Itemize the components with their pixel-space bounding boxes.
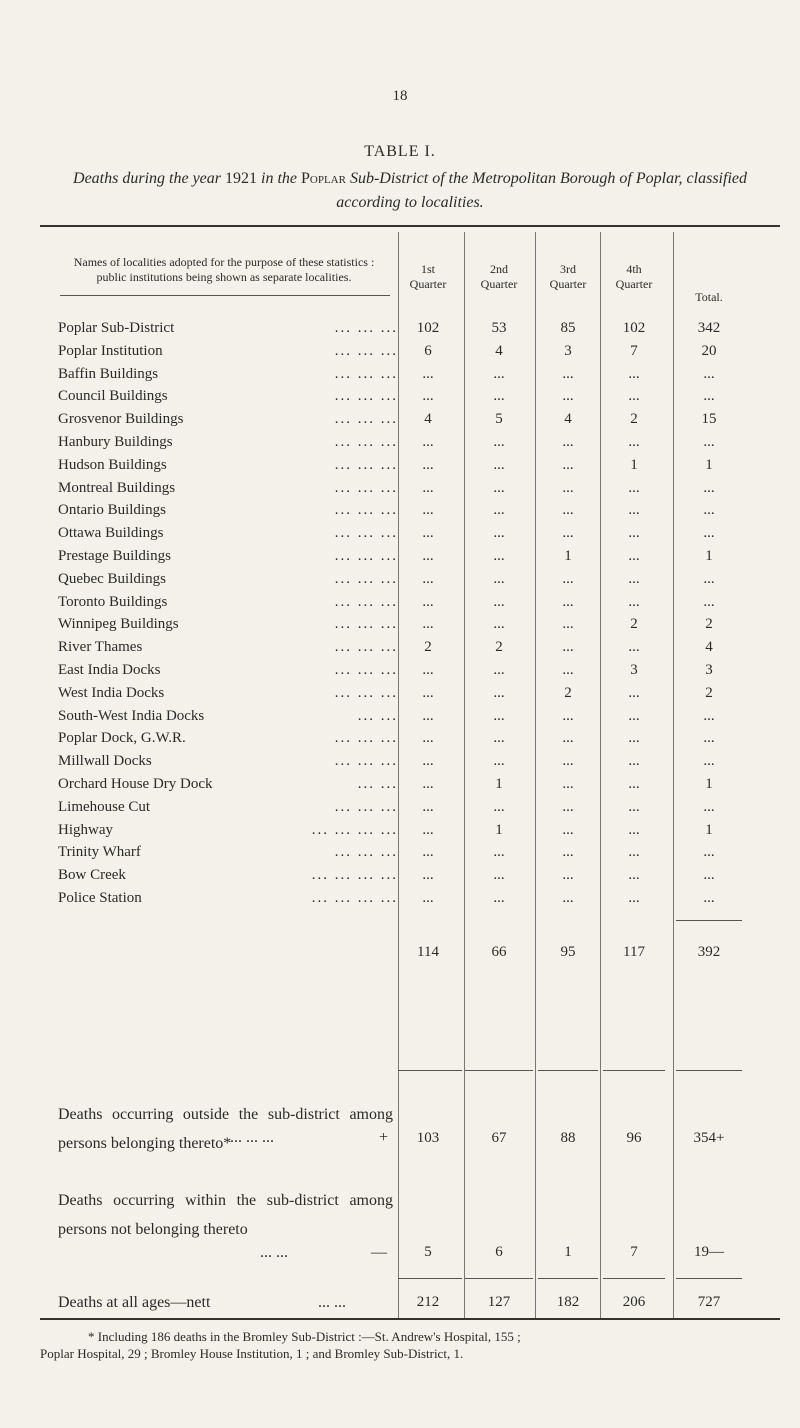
cell-q1: ... (422, 753, 434, 770)
caption-mid: in the (257, 170, 301, 187)
column-header-q2: 2nd Quarter (480, 262, 518, 291)
column-header-q1: 1st Quarter (409, 262, 447, 291)
locality-name: Grosvenor Buildings (58, 411, 184, 428)
cell-q3: ... (562, 502, 574, 519)
leader-dots: ... ... ... (334, 616, 398, 633)
cell-q4: 2 (630, 411, 638, 428)
table-row (0, 708, 800, 731)
locality-name: Trinity Wharf (58, 844, 141, 861)
cell-q1: ... (422, 525, 434, 542)
table-row (0, 388, 800, 411)
leader-dots: ... ... ... (334, 844, 398, 861)
locality-name: West India Docks (58, 684, 165, 701)
leader-dots: ... ... ... (334, 388, 398, 405)
leader-dots: ... ... ... (334, 684, 398, 701)
sum-line (538, 1070, 598, 1071)
sum-line (676, 1278, 742, 1279)
subtotal-q4: 117 (623, 944, 645, 960)
table-row (0, 366, 800, 389)
locality-name: Millwall Docks (58, 753, 152, 770)
locality-name: Winnipeg Buildings (58, 616, 179, 633)
cell-total: 20 (701, 342, 717, 359)
locality-name: Police Station (58, 890, 142, 906)
cell-q4: ... (628, 525, 640, 542)
caption-pre: Deaths during the year (73, 170, 225, 187)
cell-q2: 4 (495, 342, 503, 359)
locality-name: River Thames (58, 639, 143, 656)
sum-line (465, 1278, 533, 1279)
cell-q2: ... (493, 479, 505, 496)
cell-q2: 2 (495, 639, 503, 656)
caption-post: Sub-District of the Metropolitan Borough of Poplar, classified according to localities. (336, 170, 747, 211)
leader-dots: ... ... (357, 707, 398, 724)
cell-q2: ... (493, 616, 505, 633)
cell-q4: 1 (630, 456, 638, 473)
within-q2: 6 (495, 1244, 503, 1260)
table-bottom-rule (40, 1318, 780, 1320)
cell-q3: ... (562, 639, 574, 656)
table-row (0, 411, 800, 434)
cell-q4: 2 (630, 616, 638, 633)
nett-q2: 127 (487, 1294, 511, 1310)
locality-name: Toronto Buildings (58, 593, 168, 610)
nett-dots: ... ... (318, 1294, 346, 1311)
cell-q1: ... (422, 730, 434, 747)
cell-q4: ... (628, 502, 640, 519)
cell-total: 342 (697, 320, 721, 336)
cell-q4: ... (628, 479, 640, 496)
cell-q2: ... (493, 434, 505, 450)
table-title: TABLE I. (364, 143, 436, 160)
cell-q4: ... (628, 570, 640, 587)
outside-q2: 67 (491, 1130, 507, 1146)
sum-line (398, 1070, 462, 1071)
table-row (0, 685, 800, 708)
cell-q3: ... (562, 798, 574, 815)
sum-line (676, 920, 742, 921)
outside-deaths-text: Deaths occurring outside the sub-district among persons belonging thereto* (58, 1106, 393, 1152)
cell-total: ... (703, 570, 715, 587)
locality-name: Hudson Buildings (58, 456, 167, 473)
cell-q2: 1 (495, 776, 503, 792)
leader-dots: ... ... ... (334, 525, 398, 542)
cell-q4: ... (628, 730, 640, 747)
table-row (0, 594, 800, 617)
localities-header-underline (60, 295, 390, 296)
cell-q4: ... (628, 890, 640, 906)
locality-name: Hanbury Buildings (58, 434, 173, 450)
cell-q4: ... (628, 593, 640, 610)
cell-total: ... (703, 365, 715, 382)
table-row (0, 822, 800, 845)
cell-q2: ... (493, 570, 505, 587)
cell-q1: ... (422, 593, 434, 610)
footnote (40, 1328, 780, 1362)
sum-line (603, 1278, 665, 1279)
cell-q3: ... (562, 662, 574, 678)
locality-name: Poplar Institution (58, 342, 163, 359)
table-row (0, 502, 800, 525)
cell-q3: ... (562, 365, 574, 382)
table-row (0, 890, 800, 913)
cell-total: 4 (705, 639, 713, 656)
table-row (0, 616, 800, 639)
cell-q2: ... (493, 867, 505, 884)
leader-dots: ... ... ... (334, 502, 398, 519)
leader-dots: ... ... ... ... (311, 867, 398, 884)
column-header-total: Total. (695, 290, 723, 304)
cell-q2: ... (493, 456, 505, 473)
cell-q4: 7 (630, 342, 638, 359)
table-row (0, 525, 800, 548)
cell-q4: ... (628, 753, 640, 770)
table-row (0, 480, 800, 503)
cell-q1: ... (422, 570, 434, 587)
caption-year: 1921 (225, 170, 257, 187)
table-row (0, 867, 800, 890)
table-row (0, 776, 800, 799)
cell-q2: ... (493, 365, 505, 382)
table-row (0, 434, 800, 457)
cell-q2: ... (493, 548, 505, 564)
cell-q2: ... (493, 730, 505, 747)
cell-q1: 6 (424, 342, 432, 359)
leader-dots: ... ... ... (334, 365, 398, 382)
table-row (0, 753, 800, 776)
sum-line (398, 1278, 462, 1279)
within-deaths-dots: ... ... (260, 1244, 288, 1261)
locality-name: Baffin Buildings (58, 365, 159, 382)
cell-q3: 4 (564, 411, 572, 428)
cell-q1: ... (422, 479, 434, 496)
outside-deaths-label (58, 1100, 393, 1158)
cell-q2: ... (493, 502, 505, 519)
cell-q3: 2 (564, 684, 572, 701)
table-row (0, 457, 800, 480)
cell-q1: ... (422, 548, 434, 564)
column-header-q4: 4th Quarter (615, 262, 653, 291)
cell-q3: 85 (560, 320, 576, 336)
cell-q4: 3 (630, 662, 638, 678)
cell-q4: ... (628, 388, 640, 405)
cell-q3: ... (562, 844, 574, 861)
nett-q1: 212 (416, 1294, 440, 1310)
footnote-line-2: Poplar Hospital, 29 ; Bromley House Institution, 1 ; and Bromley Sub-District, 1. (40, 1346, 464, 1361)
cell-q4: ... (628, 844, 640, 861)
cell-q2: ... (493, 890, 505, 906)
cell-q2: 5 (495, 411, 503, 428)
nett-q3: 182 (556, 1294, 580, 1310)
leader-dots: ... ... ... (334, 548, 398, 564)
locality-name: Ottawa Buildings (58, 525, 164, 542)
leader-dots: ... ... ... (334, 593, 398, 610)
table-top-rule (40, 225, 780, 227)
cell-q1: ... (422, 707, 434, 724)
cell-q1: ... (422, 776, 434, 792)
locality-name: Prestage Buildings (58, 548, 171, 564)
cell-q2: ... (493, 662, 505, 678)
table-row (0, 548, 800, 571)
page-number: 18 (392, 88, 408, 104)
cell-q1: ... (422, 434, 434, 450)
leader-dots: ... ... ... (334, 730, 398, 747)
locality-name: Poplar Dock, G.W.R. (58, 730, 186, 747)
leader-dots: ... ... ... (334, 570, 398, 587)
leader-dots: ... ... ... (334, 434, 398, 450)
table-row (0, 844, 800, 867)
table-row (0, 730, 800, 753)
locality-name: Limehouse Cut (58, 798, 151, 815)
locality-name: Highway (58, 821, 113, 838)
within-deaths-label (58, 1186, 393, 1244)
table-row (0, 343, 800, 366)
table-row (0, 799, 800, 822)
cell-q3: ... (562, 525, 574, 542)
cell-total: 3 (705, 662, 713, 678)
nett-q4: 206 (622, 1294, 646, 1310)
sum-line (603, 1070, 665, 1071)
cell-q1: ... (422, 365, 434, 382)
cell-q4: ... (628, 434, 640, 450)
cell-q4: ... (628, 684, 640, 701)
within-total: 19— (694, 1244, 724, 1260)
locality-name: Orchard House Dry Dock (58, 776, 213, 792)
leader-dots: ... ... ... (334, 320, 398, 336)
outside-q3: 88 (560, 1130, 576, 1146)
leader-dots: ... ... ... (334, 753, 398, 770)
cell-total: 1 (705, 456, 713, 473)
cell-q1: 4 (424, 411, 432, 428)
cell-q2: ... (493, 525, 505, 542)
sum-line (676, 1070, 742, 1071)
cell-total: ... (703, 753, 715, 770)
table-row (0, 320, 800, 343)
outside-q4: 96 (626, 1130, 642, 1146)
sum-line (538, 1278, 598, 1279)
within-q4: 7 (630, 1244, 638, 1260)
cell-total: ... (703, 502, 715, 519)
cell-q2: ... (493, 844, 505, 861)
cell-q4: ... (628, 798, 640, 815)
cell-total: ... (703, 890, 715, 906)
cell-q3: ... (562, 890, 574, 906)
cell-q3: ... (562, 388, 574, 405)
cell-q1: ... (422, 662, 434, 678)
within-q1: 5 (424, 1244, 432, 1260)
cell-q3: ... (562, 707, 574, 724)
cell-q2: ... (493, 684, 505, 701)
locality-name: Bow Creek (58, 867, 126, 884)
cell-total: ... (703, 525, 715, 542)
cell-q4: 102 (622, 320, 646, 336)
cell-q1: 2 (424, 639, 432, 656)
within-deaths-text: Deaths occurring within the sub-district among persons not belonging thereto (58, 1192, 393, 1238)
table-caption (40, 167, 780, 215)
leader-dots: ... ... ... (334, 662, 398, 678)
cell-q3: ... (562, 593, 574, 610)
cell-q4: ... (628, 707, 640, 724)
outside-deaths-dots: ... ... ... (230, 1129, 274, 1146)
cell-total: ... (703, 707, 715, 724)
leader-dots: ... ... ... (334, 342, 398, 359)
cell-q1: ... (422, 821, 434, 838)
cell-q3: ... (562, 776, 574, 792)
nett-total: 727 (697, 1294, 721, 1310)
leader-dots: ... ... ... ... (311, 821, 398, 838)
cell-q2: ... (493, 798, 505, 815)
cell-q1: ... (422, 388, 434, 405)
cell-q1: ... (422, 502, 434, 519)
cell-q1: ... (422, 616, 434, 633)
leader-dots: ... ... ... (334, 798, 398, 815)
locality-name: South-West India Docks (58, 707, 205, 724)
cell-q2: ... (493, 593, 505, 610)
locality-name: Ontario Buildings (58, 502, 166, 519)
footnote-line-1: * Including 186 deaths in the Bromley Sub-District :—St. Andrew's Hospital, 155 ; (88, 1329, 521, 1344)
cell-q2: ... (493, 753, 505, 770)
cell-q2: 53 (491, 320, 507, 336)
cell-q1: ... (422, 456, 434, 473)
cell-q1: ... (422, 890, 434, 906)
cell-q1: ... (422, 867, 434, 884)
cell-q4: ... (628, 867, 640, 884)
locality-name: Poplar Sub-District (58, 320, 175, 336)
subtotal-q1: 114 (417, 944, 439, 960)
column-header-q3: 3rd Quarter (549, 262, 587, 291)
outside-deaths-sign: + (379, 1129, 389, 1146)
cell-total: ... (703, 434, 715, 450)
leader-dots: ... ... ... (334, 456, 398, 473)
cell-q2: ... (493, 707, 505, 724)
cell-q1: ... (422, 844, 434, 861)
sum-line (465, 1070, 533, 1071)
cell-total: 1 (705, 776, 713, 792)
outside-total: 354+ (693, 1130, 725, 1146)
cell-q3: 1 (564, 548, 572, 564)
localities-header: Names of localities adopted for the purpose of these statistics : public institutions being shown as separate localities. (73, 255, 375, 284)
cell-q1: ... (422, 684, 434, 701)
leader-dots: ... ... ... (334, 479, 398, 496)
cell-q3: 3 (564, 342, 572, 359)
nett-label: Deaths at all ages—nett (58, 1294, 211, 1311)
cell-total: 15 (701, 411, 717, 428)
cell-q3: ... (562, 867, 574, 884)
table-row (0, 639, 800, 662)
cell-q3: ... (562, 456, 574, 473)
cell-total: ... (703, 844, 715, 861)
locality-name: Council Buildings (58, 388, 168, 405)
cell-q4: ... (628, 776, 640, 792)
leader-dots: ... ... ... ... (311, 890, 398, 906)
leader-dots: ... ... ... (334, 411, 398, 428)
cell-total: ... (703, 593, 715, 610)
subtotal-q2: 66 (491, 944, 507, 960)
table-row (0, 662, 800, 685)
cell-q4: ... (628, 548, 640, 564)
cell-q3: ... (562, 616, 574, 633)
within-q3: 1 (564, 1244, 572, 1260)
cell-total: 1 (705, 821, 713, 838)
cell-total: ... (703, 730, 715, 747)
locality-name: Montreal Buildings (58, 479, 176, 496)
cell-q3: ... (562, 730, 574, 747)
within-deaths-sign: — (371, 1244, 387, 1261)
cell-q3: ... (562, 753, 574, 770)
cell-q1: 102 (416, 320, 440, 336)
cell-q4: ... (628, 639, 640, 656)
cell-total: 2 (705, 616, 713, 633)
cell-q4: ... (628, 821, 640, 838)
cell-total: ... (703, 388, 715, 405)
cell-q3: ... (562, 434, 574, 450)
cell-total: ... (703, 867, 715, 884)
cell-q2: 1 (495, 821, 503, 838)
cell-q2: ... (493, 388, 505, 405)
cell-total: 2 (705, 684, 713, 701)
cell-q3: ... (562, 570, 574, 587)
cell-q3: ... (562, 821, 574, 838)
cell-q4: ... (628, 365, 640, 382)
outside-q1: 103 (416, 1130, 440, 1146)
cell-total: ... (703, 479, 715, 496)
leader-dots: ... ... ... (334, 639, 398, 656)
cell-total: 1 (705, 548, 713, 564)
locality-name: East India Docks (58, 662, 161, 678)
subtotal-total: 392 (697, 944, 721, 960)
table-row (0, 571, 800, 594)
caption-district: Poplar (301, 170, 346, 187)
leader-dots: ... ... (357, 776, 398, 792)
locality-name: Quebec Buildings (58, 570, 166, 587)
cell-total: ... (703, 798, 715, 815)
cell-q1: ... (422, 798, 434, 815)
subtotal-q3: 95 (560, 944, 576, 960)
cell-q3: ... (562, 479, 574, 496)
